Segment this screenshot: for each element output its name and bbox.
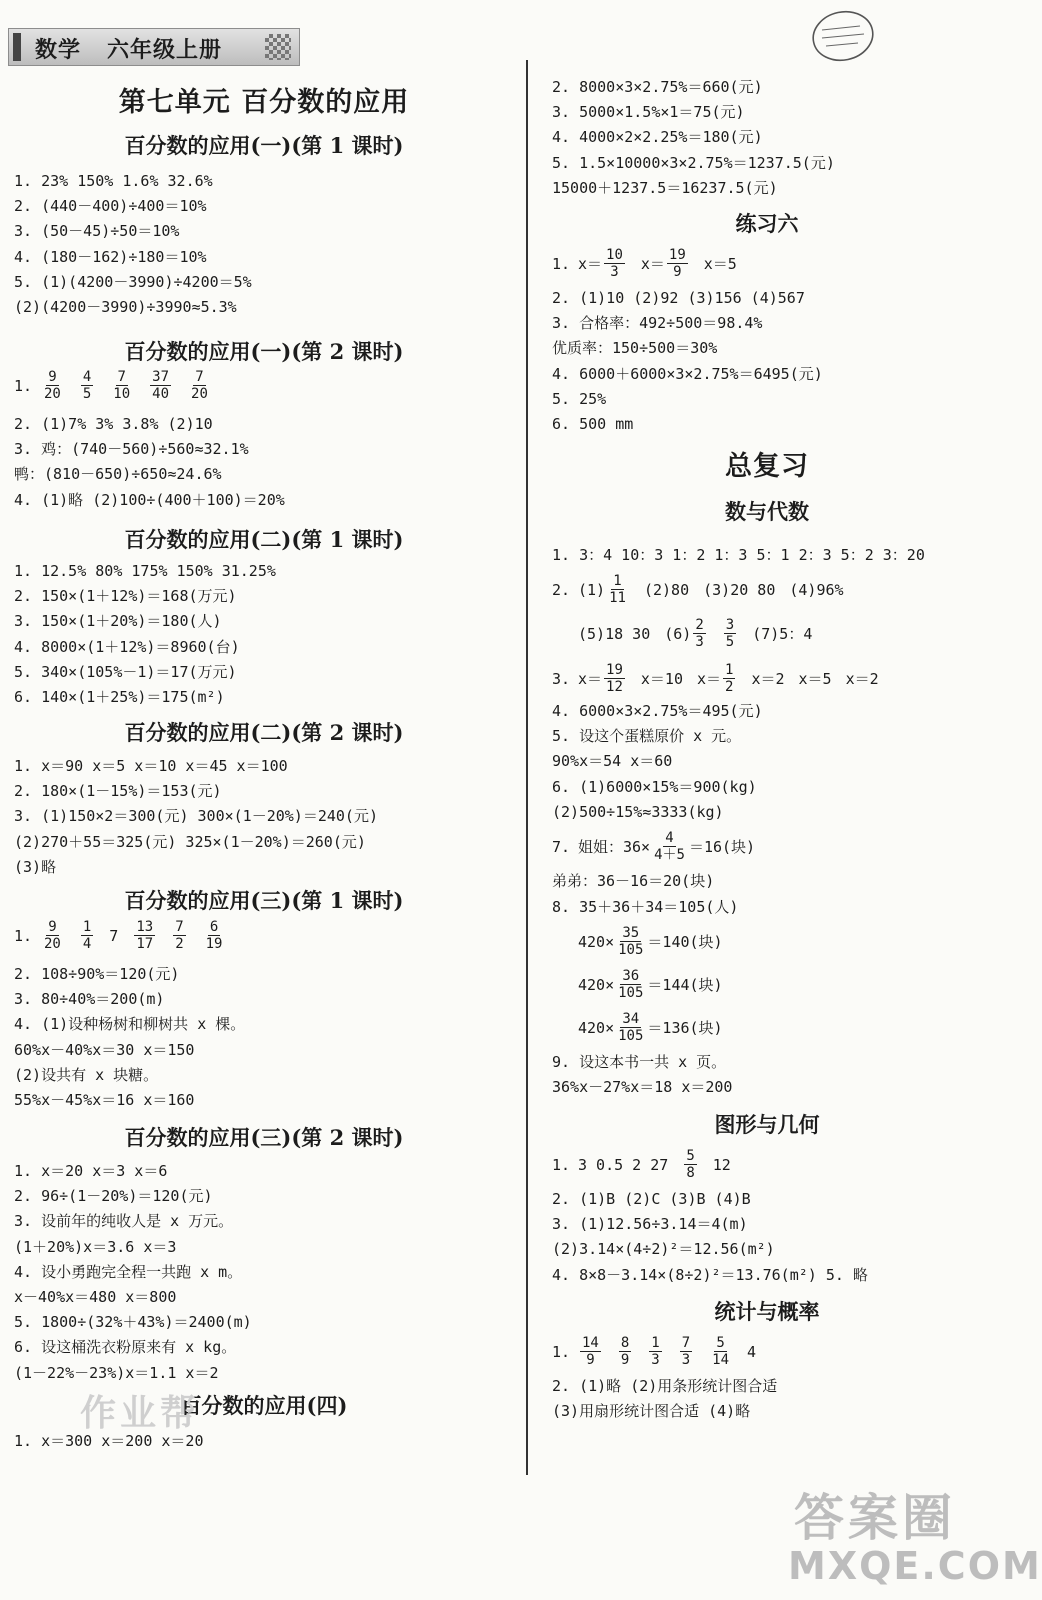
answer-item — [171, 919, 187, 952]
watermark: 作业帮 — [80, 1393, 201, 1434]
answer-text: ＝136(块) — [647, 1018, 723, 1037]
answer-text: x＝ — [640, 254, 665, 273]
fraction-denominator: 2 — [725, 679, 734, 695]
answer-line: 6. (1)6000×15%＝900(kg) — [552, 777, 757, 796]
answer-item — [148, 369, 173, 402]
answer-line: 2. 180×(1－15%)＝153(元) — [14, 782, 222, 801]
fraction — [680, 1335, 692, 1368]
answer-line: 6. 设这桶洗衣粉原来有 x kg。 — [14, 1338, 237, 1357]
answer-line: 3. 鸡：(740－560)÷560≈32.1% — [14, 440, 249, 459]
answer-line: (2)(4200－3990)÷3990≈5.3% — [14, 298, 237, 316]
answer-text: 4 — [747, 1342, 757, 1361]
logo-en: MXQE.COM — [788, 1544, 1042, 1588]
answer-item — [132, 919, 157, 952]
fraction — [604, 662, 625, 695]
answer-line: 60%x－40%x＝30 x＝150 — [14, 1040, 195, 1059]
answer-text: 420× — [578, 932, 615, 951]
answer-line: (2)设共有 x 块糖。 — [14, 1065, 159, 1084]
fraction — [150, 369, 171, 402]
fraction-numerator: 2 — [695, 617, 704, 633]
fraction — [724, 617, 736, 650]
answer-line: 8. 35＋36＋34＝105(人) — [552, 898, 739, 916]
fraction-numerator: 7 — [117, 369, 126, 385]
unit-title: 第七单元 百分数的应用 — [118, 87, 410, 118]
answer-line: 1. x＝300 x＝200 x＝20 — [14, 1432, 204, 1450]
answer-line-fraction — [552, 1011, 723, 1044]
answer-item — [846, 668, 879, 690]
answer-text: 3 0.5 2 27 — [578, 1155, 669, 1174]
answer-line: 4. 8×8－3.14×(8÷2)²＝13.76(m²) 5. 略 — [552, 1265, 868, 1284]
answer-line: 2. (1)略 (2)用条形统计图合适 — [552, 1377, 778, 1395]
answer-item — [641, 247, 690, 280]
answer-item — [789, 579, 843, 601]
answer-item — [704, 253, 737, 275]
answer-line: 3. 150×(1＋20%)＝180(人) — [14, 612, 222, 631]
answer-text: x＝5 — [798, 669, 832, 688]
answer-line: 5. 25% — [552, 389, 607, 408]
fraction-numerator: 5 — [686, 1148, 695, 1164]
answer-text: ＝16(块) — [688, 837, 756, 856]
answer-line: 4. (1)略 (2)100÷(400＋100)＝20% — [14, 490, 285, 509]
header-checker-icon — [265, 34, 291, 60]
section-title: 百分数的应用(四) — [180, 1393, 348, 1418]
review-title: 总复习 — [725, 451, 809, 482]
answer-item — [644, 579, 689, 601]
answer-line-fraction — [552, 968, 723, 1001]
fraction — [134, 919, 155, 952]
answer-line-fractions — [14, 919, 240, 952]
book-header — [8, 28, 300, 66]
fraction — [580, 1335, 601, 1368]
answer-line: 鸭：(810－650)÷650≈24.6% — [14, 465, 222, 484]
answer-text: (6) — [664, 624, 692, 643]
fraction-denominator: 9 — [586, 1352, 595, 1368]
fraction-denominator: 20 — [44, 386, 61, 402]
answer-line: 2. (1)7% 3% 3.8% (2)10 — [14, 415, 213, 433]
section-title-practice: 练习六 — [735, 211, 799, 236]
answer-line: 4. 6000×3×2.75%＝495(元) — [552, 702, 763, 720]
fraction-denominator: 105 — [618, 942, 644, 958]
section-title: 百分数的应用(一)(第 2 课时) — [124, 339, 404, 364]
fraction-numerator: 4 — [82, 369, 92, 385]
fraction-numerator: 8 — [620, 1335, 630, 1351]
fraction-numerator: 1 — [725, 662, 734, 678]
answer-item — [40, 919, 65, 952]
fraction-denominator: 5 — [82, 386, 92, 402]
answer-line: 1. 23% 150% 1.6% 32.6% — [14, 172, 213, 190]
fraction-denominator: 11 — [609, 590, 626, 606]
answer-line: 1. x＝20 x＝3 x＝6 — [14, 1162, 168, 1180]
question-number: 1. — [552, 1155, 571, 1174]
answer-text: (5)18 30 — [578, 624, 651, 643]
answer-text: ＝140(块) — [647, 932, 723, 951]
answer-line: 90%x＝54 x＝60 — [552, 752, 673, 771]
fraction — [81, 369, 93, 402]
section-title: 百分数的应用(三)(第 1 课时) — [124, 888, 404, 913]
fraction-numerator: 1 — [651, 1335, 660, 1351]
fraction — [42, 919, 63, 952]
section-title: 百分数的应用(三)(第 2 课时) — [124, 1125, 404, 1150]
fraction-denominator: 19 — [205, 936, 223, 952]
fraction-numerator: 6 — [209, 919, 219, 935]
answer-item — [578, 662, 627, 695]
answer-line: 55%x－45%x＝16 x＝160 — [14, 1091, 195, 1109]
answer-text: x＝2 — [751, 669, 785, 688]
answer-line-fractions — [552, 1335, 770, 1368]
logo-cn: 答案圈 — [794, 1488, 956, 1547]
answer-line: 1. 12.5% 80% 175% 150% 31.25% — [14, 562, 276, 580]
answer-line: 2. (440－400)÷400＝10% — [14, 197, 207, 216]
fraction-numerator: 1 — [613, 573, 622, 589]
answer-line: 弟弟：36－16＝20(块) — [552, 872, 715, 890]
answer-item — [578, 623, 650, 645]
answer-item — [703, 579, 775, 601]
answer-item — [799, 668, 832, 690]
answer-line: (2)270＋55＝325(元) 325×(1－20%)＝260(元) — [14, 832, 366, 851]
answer-line: 2. 96÷(1－20%)＝120(元) — [14, 1187, 213, 1206]
question-number: 1. — [552, 254, 571, 273]
fraction — [649, 1335, 661, 1368]
answer-item — [751, 668, 784, 690]
answer-text: 420× — [578, 1018, 615, 1037]
answer-line: 3. (50－45)÷50＝10% — [14, 222, 180, 241]
answer-item — [708, 1335, 733, 1368]
fraction-denominator: 20 — [44, 936, 61, 952]
answer-line: 3. 设前年的纯收人是 x 万元。 — [14, 1212, 234, 1231]
fraction — [710, 1335, 731, 1368]
answer-line: (1－22%－23%)x＝1.1 x＝2 — [14, 1363, 219, 1382]
answer-item — [578, 1335, 603, 1368]
fraction — [616, 1011, 645, 1044]
answer-text: x＝ — [578, 669, 603, 688]
fraction — [81, 919, 93, 952]
answer-line: 5. 1.5×10000×3×2.75%＝1237.5(元) — [552, 153, 835, 172]
fraction-denominator: 9 — [620, 1352, 630, 1368]
answer-line-fractions — [552, 1148, 745, 1181]
fraction-denominator: 8 — [686, 1165, 695, 1181]
answer-item — [697, 662, 737, 695]
answer-line-fractions — [14, 369, 226, 402]
answer-line: 9. 设这本书一共 x 页。 — [552, 1053, 727, 1071]
fraction-numerator: 7 — [681, 1335, 691, 1351]
answer-line: 3. 80÷40%＝200(m) — [14, 990, 165, 1009]
answer-item — [752, 623, 812, 645]
answer-line: 2. 108÷90%＝120(元) — [14, 965, 180, 983]
answer-item — [647, 1335, 663, 1368]
question-number: 1. — [552, 1342, 571, 1361]
answer-item — [722, 617, 738, 650]
answer-line: 1. 3：4 10：3 1：2 1：3 5：1 2：3 5：2 3：20 — [552, 546, 925, 564]
fraction-numerator: 7 — [195, 369, 204, 385]
fraction-denominator: 10 — [113, 386, 131, 402]
section-title-geometry: 图形与几何 — [714, 1112, 820, 1137]
fraction — [111, 369, 132, 402]
answer-line: (3)用扇形统计图合适 (4)略 — [552, 1402, 751, 1421]
fraction — [616, 968, 645, 1001]
answer-line: 6. 500 mm — [552, 415, 634, 433]
answer-text: (7)5：4 — [752, 624, 813, 643]
fraction-numerator: 7 — [175, 919, 184, 935]
fraction-numerator: 19 — [606, 662, 623, 678]
answer-line: 2. 8000×3×2.75%＝660(元) — [552, 78, 763, 96]
fraction-numerator: 9 — [48, 369, 57, 385]
answer-line: 1. x＝90 x＝5 x＝10 x＝45 x＝100 — [14, 757, 288, 775]
answer-text: (2)80 — [643, 580, 690, 599]
fraction-denominator: 12 — [606, 679, 623, 695]
fraction-numerator: 36 — [622, 968, 640, 984]
section-title: 百分数的应用(一)(第 1 课时) — [124, 133, 404, 158]
fraction-denominator: 3 — [651, 1352, 660, 1368]
fraction-numerator: 35 — [622, 925, 640, 941]
answer-line: 5. (1)(4200－3990)÷4200＝5% — [14, 272, 252, 291]
fraction-denominator: 3 — [695, 634, 704, 650]
section-title-algebra: 数与代数 — [725, 499, 809, 524]
column-divider — [526, 60, 528, 1475]
fraction — [616, 925, 645, 958]
answer-line: 4. (1)设种杨树和柳树共 x 棵。 — [14, 1015, 246, 1034]
stamp-icon — [808, 8, 878, 64]
fraction-numerator: 5 — [716, 1335, 725, 1351]
answer-item — [109, 369, 134, 402]
answer-line: 36%x－27%x＝18 x＝200 — [552, 1078, 733, 1097]
question-number: 1. — [14, 376, 33, 395]
answer-line: 3. 5000×1.5%×1＝75(元) — [552, 103, 745, 122]
answer-line: 优质率：150÷500＝30% — [552, 339, 718, 358]
answer-line: x－40%x＝480 x＝800 — [14, 1288, 177, 1306]
answer-line: 3. (1)12.56÷3.14＝4(m) — [552, 1215, 748, 1234]
answer-line: 3. (1)150×2＝300(元) 300×(1－20%)＝240(元) — [14, 807, 378, 826]
fraction-denominator: 5 — [725, 634, 735, 650]
question-number: 7. — [552, 837, 571, 856]
fraction — [189, 369, 210, 402]
fraction-numerator: 19 — [668, 247, 686, 263]
section-title-statistics: 统计与概率 — [714, 1299, 820, 1324]
answer-item — [617, 1335, 633, 1368]
answer-item — [40, 369, 65, 402]
answer-line: 5. 340×(105%－1)＝17(万元) — [14, 662, 237, 681]
fraction-denominator: 14 — [712, 1352, 730, 1368]
fraction — [173, 919, 185, 952]
answer-line: (2)3.14×(4÷2)²＝12.56(m²) — [552, 1240, 775, 1259]
answer-item — [578, 573, 630, 606]
fraction — [604, 247, 625, 280]
answer-line: 5. 1800÷(32%＋43%)＝2400(m) — [14, 1313, 252, 1332]
answer-text: (3)20 80 — [703, 580, 776, 599]
fraction — [42, 369, 63, 402]
answer-line: 2. (1)10 (2)92 (3)156 (4)567 — [552, 289, 805, 307]
answer-line: 4. 6000＋6000×3×2.75%＝6495(元) — [552, 364, 823, 383]
fraction — [607, 573, 628, 606]
answer-item — [202, 919, 227, 952]
fraction-numerator: 13 — [136, 919, 154, 935]
answer-line-fraction — [552, 830, 755, 863]
answer-line: 2. (1)B (2)C (3)B (4)B — [552, 1190, 751, 1208]
answer-item: 7 — [109, 926, 119, 945]
answer-item — [79, 919, 95, 952]
fraction — [619, 1335, 631, 1368]
answer-line: 4. 设小勇跑完全程一共跑 x m。 — [14, 1262, 243, 1281]
fraction-numerator: 34 — [622, 1011, 640, 1027]
fraction-numerator: 3 — [725, 617, 735, 633]
section-title: 百分数的应用(二)(第 2 课时) — [124, 720, 404, 745]
answer-text: x＝2 — [845, 669, 879, 688]
fraction-denominator: 40 — [152, 386, 170, 402]
fraction-denominator: 105 — [618, 1028, 644, 1044]
fraction — [667, 247, 688, 280]
answer-line: 2. 150×(1＋12%)＝168(万元) — [14, 587, 237, 606]
answer-item — [641, 668, 683, 690]
answer-line: 6. 140×(1＋25%)＝175(m²) — [14, 688, 225, 706]
answer-item — [664, 617, 708, 650]
answer-line: (2)500÷15%≈3333(kg) — [552, 802, 724, 821]
answer-line-fraction — [552, 925, 723, 958]
question-number: 2. — [552, 580, 571, 599]
section-title: 百分数的应用(二)(第 1 课时) — [124, 527, 404, 552]
answer-text: 12 — [712, 1155, 731, 1174]
answer-item — [682, 1148, 698, 1181]
fraction-numerator: 4 — [665, 830, 674, 846]
answer-item — [79, 369, 95, 402]
answer-line: 5. 设这个蛋糕原价 x 元。 — [552, 727, 742, 746]
fraction — [693, 617, 705, 650]
question-number: 1. — [14, 926, 33, 945]
answer-line: 4. 4000×2×2.25%＝180(元) — [552, 128, 763, 147]
answer-line-fractions — [552, 247, 751, 280]
fraction-denominator: 3 — [610, 264, 619, 280]
answer-text: 姐姐：36× — [578, 837, 651, 856]
fraction — [684, 1148, 696, 1181]
answer-line: (1＋20%)x＝3.6 x＝3 — [14, 1237, 177, 1256]
answer-line: (3)略 — [14, 857, 57, 876]
fraction-denominator: 3 — [681, 1352, 691, 1368]
answer-text: (1) — [578, 580, 606, 599]
answer-text: x＝ — [696, 669, 722, 688]
fraction-denominator: 105 — [618, 985, 644, 1001]
answer-line-fractions — [552, 662, 893, 695]
answer-line: 4. 8000×(1＋12%)＝8960(台) — [14, 637, 240, 656]
answer-item — [187, 369, 212, 402]
fraction — [723, 662, 735, 695]
answer-text: 420× — [578, 975, 615, 994]
site-logo — [774, 1478, 1042, 1594]
fraction-numerator: 37 — [152, 369, 170, 385]
header-title: 数学 六年级上册 — [35, 37, 222, 63]
answer-text: ＝144(块) — [647, 975, 723, 994]
fraction-denominator: 4＋5 — [654, 847, 685, 863]
fraction — [652, 830, 687, 863]
fraction-numerator: 14 — [582, 1335, 599, 1351]
fraction — [204, 919, 225, 952]
answer-line: 3. 合格率：492÷500＝98.4% — [552, 314, 763, 333]
fraction-denominator: 2 — [175, 936, 184, 952]
header-bar — [13, 33, 21, 61]
fraction-numerator: 9 — [48, 919, 57, 935]
answer-text: x＝10 — [640, 669, 683, 688]
answer-item — [678, 1335, 694, 1368]
fraction-denominator: 17 — [136, 936, 154, 952]
answer-line-fractions — [552, 573, 858, 606]
fraction-denominator: 9 — [673, 264, 682, 280]
answer-line: 15000＋1237.5＝16237.5(元) — [552, 178, 778, 197]
fraction-numerator: 10 — [606, 247, 623, 263]
answer-text: x＝ — [578, 254, 603, 273]
answer-text: (4)96% — [789, 580, 844, 599]
answer-line-fractions — [552, 617, 826, 650]
answer-text: x＝5 — [703, 254, 737, 273]
question-number: 3. — [552, 669, 571, 688]
fraction-denominator: 4 — [82, 936, 92, 952]
answer-line: 4. (180－162)÷180＝10% — [14, 247, 207, 266]
fraction-numerator: 1 — [82, 919, 92, 935]
fraction-denominator: 20 — [191, 386, 208, 402]
answer-item — [578, 247, 627, 280]
